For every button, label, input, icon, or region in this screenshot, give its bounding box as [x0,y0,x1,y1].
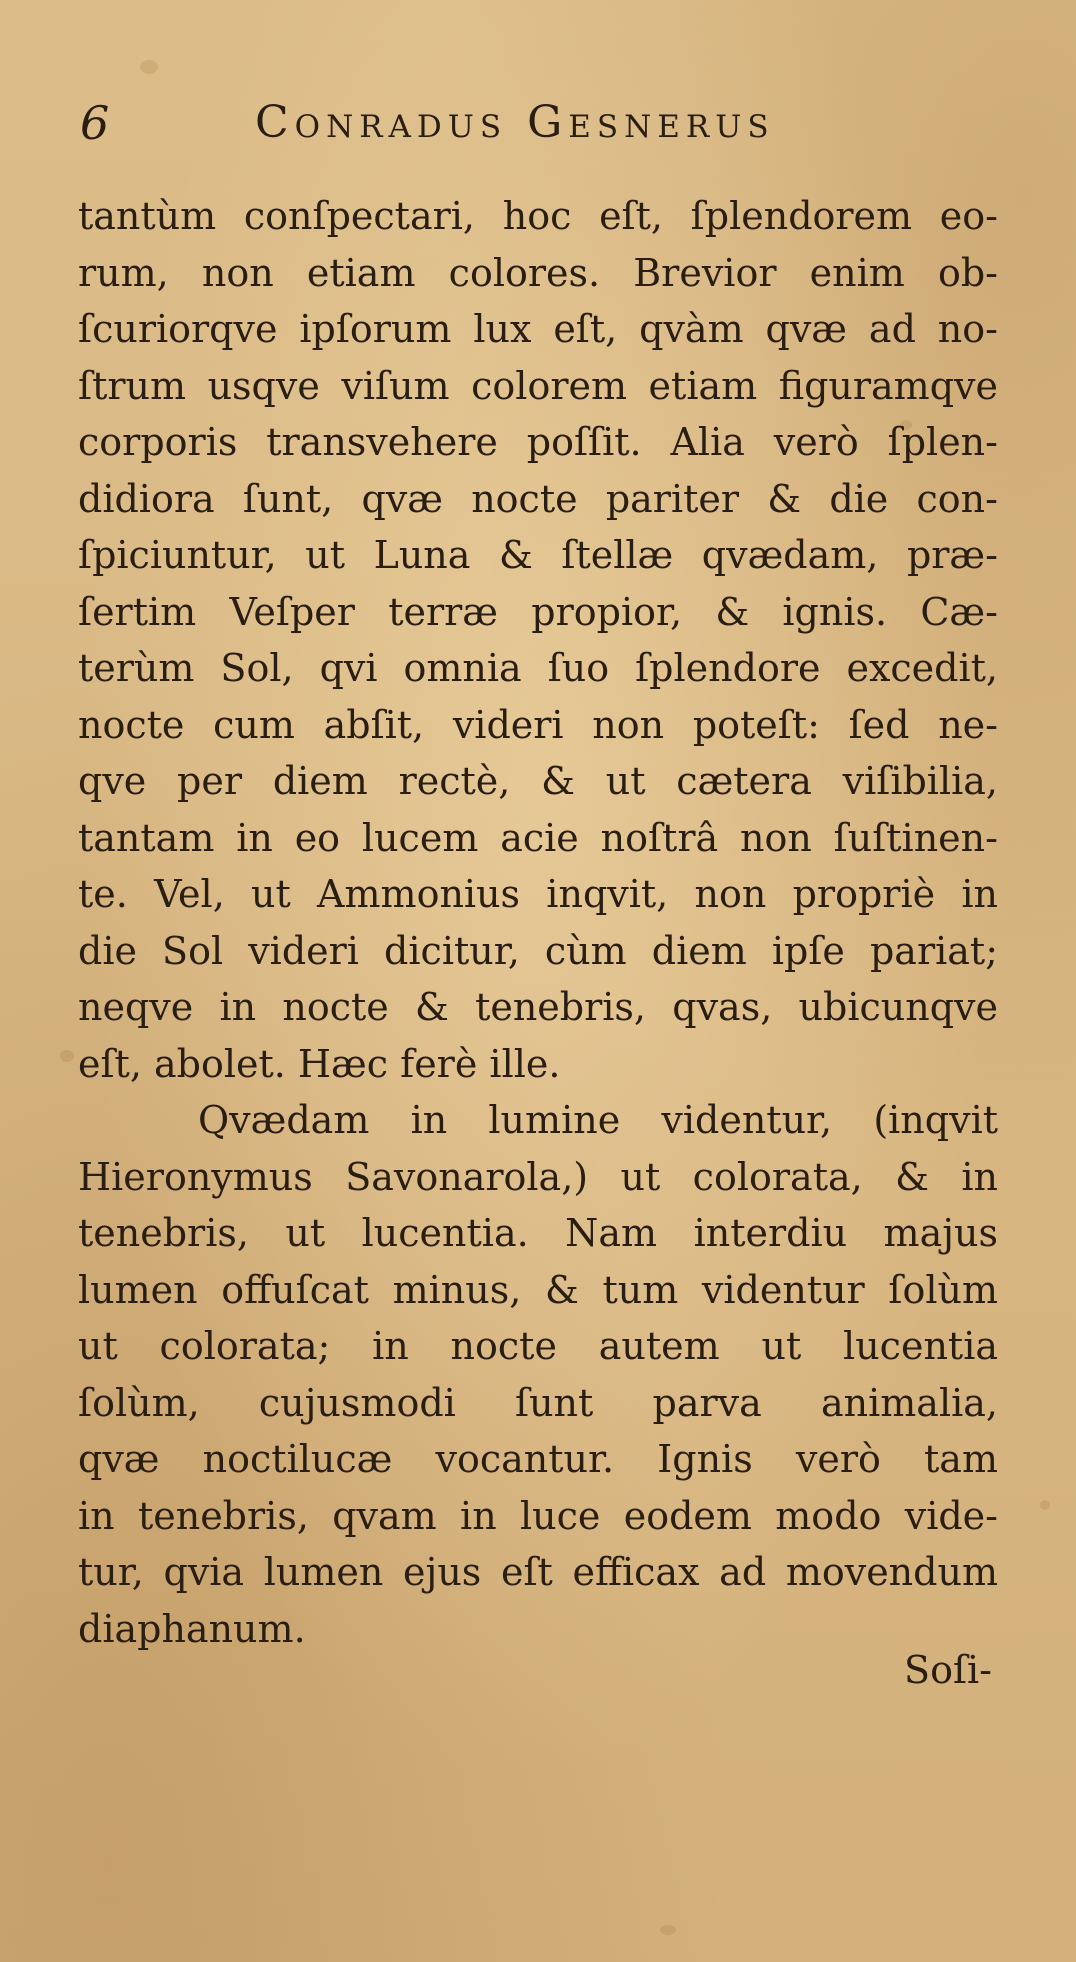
text-line: tur, qvia lumen ejus eſt efficax ad movendum [78,1550,998,1594]
page-number: 6 [80,96,111,150]
text-line: ſertim Veſper terræ propior, & ignis. Cæ- [78,589,998,634]
text-line: te. Vel, ut Ammonius inqvit, non propriè in [78,872,998,916]
running-head: Conradus Gesnerus [255,97,775,148]
paragraph-start-line: Qvædam in lumine videntur, (inqvit [198,1098,998,1142]
text-line: ſcuriorqve ipſorum lux eſt, qvàm qvæ ad no- [78,307,998,351]
paper-stain [1040,1500,1050,1510]
text-line: ut colorata; in nocte autem ut lucentia [78,1324,998,1368]
text-line: neqve in nocte & tenebris, qvas, ubicunqve [78,985,998,1029]
text-line: Hieronymus Savonarola,) ut colorata, & in [78,1154,998,1199]
text-line: ſtrum usqve viſum colorem etiam figuramqve [78,363,998,408]
text-line: didiora ſunt, qvæ nocte pariter & die con- [78,476,998,521]
body-text [78,188,998,1657]
text-line: tenebris, ut lucentia. Nam interdiu majus [78,1211,998,1255]
text-line: in tenebris, qvam in luce eodem modo vide- [78,1493,998,1538]
paper-stain [660,1925,676,1935]
text-line: die Sol videri dicitur, cùm diem ipſe pariat; [78,928,998,973]
text-line: qve per diem rectè, & ut cætera viſibilia, [78,759,998,803]
text-line: tantam in eo lucem acie noſtrâ non ſuſtinen- [78,815,998,860]
catchword: Soſi- [904,1648,992,1692]
text-line: corporis transvehere poſſit. Alia verò ſplen- [78,420,998,464]
paragraph-end-line: eſt, abolet. Hæc ferè ille. [78,1041,561,1086]
text-line: terùm Sol, qvi omnia ſuo ſplendore excedit, [78,646,998,690]
text-line: rum, non etiam colores. Brevior enim ob- [78,250,998,295]
paper-stain [140,60,158,74]
text-line: ſolùm, cujusmodi ſunt parva animalia, [78,1380,998,1425]
paper-stain [60,1050,74,1062]
text-line: tantùm conſpectari, hoc eſt, ſplendorem eo- [78,194,998,238]
text-line: lumen offuſcat minus, & tum videntur ſolùm [78,1267,998,1312]
paragraph-end-line: diaphanum. [78,1606,306,1651]
text-line: qvæ noctilucæ vocantur. Ignis verò tam [78,1437,998,1481]
text-line: nocte cum abſit, videri non poteſt: ſed ne- [78,702,998,747]
text-line: ſpiciuntur, ut Luna & ſtellæ qvædam, præ- [78,533,998,577]
